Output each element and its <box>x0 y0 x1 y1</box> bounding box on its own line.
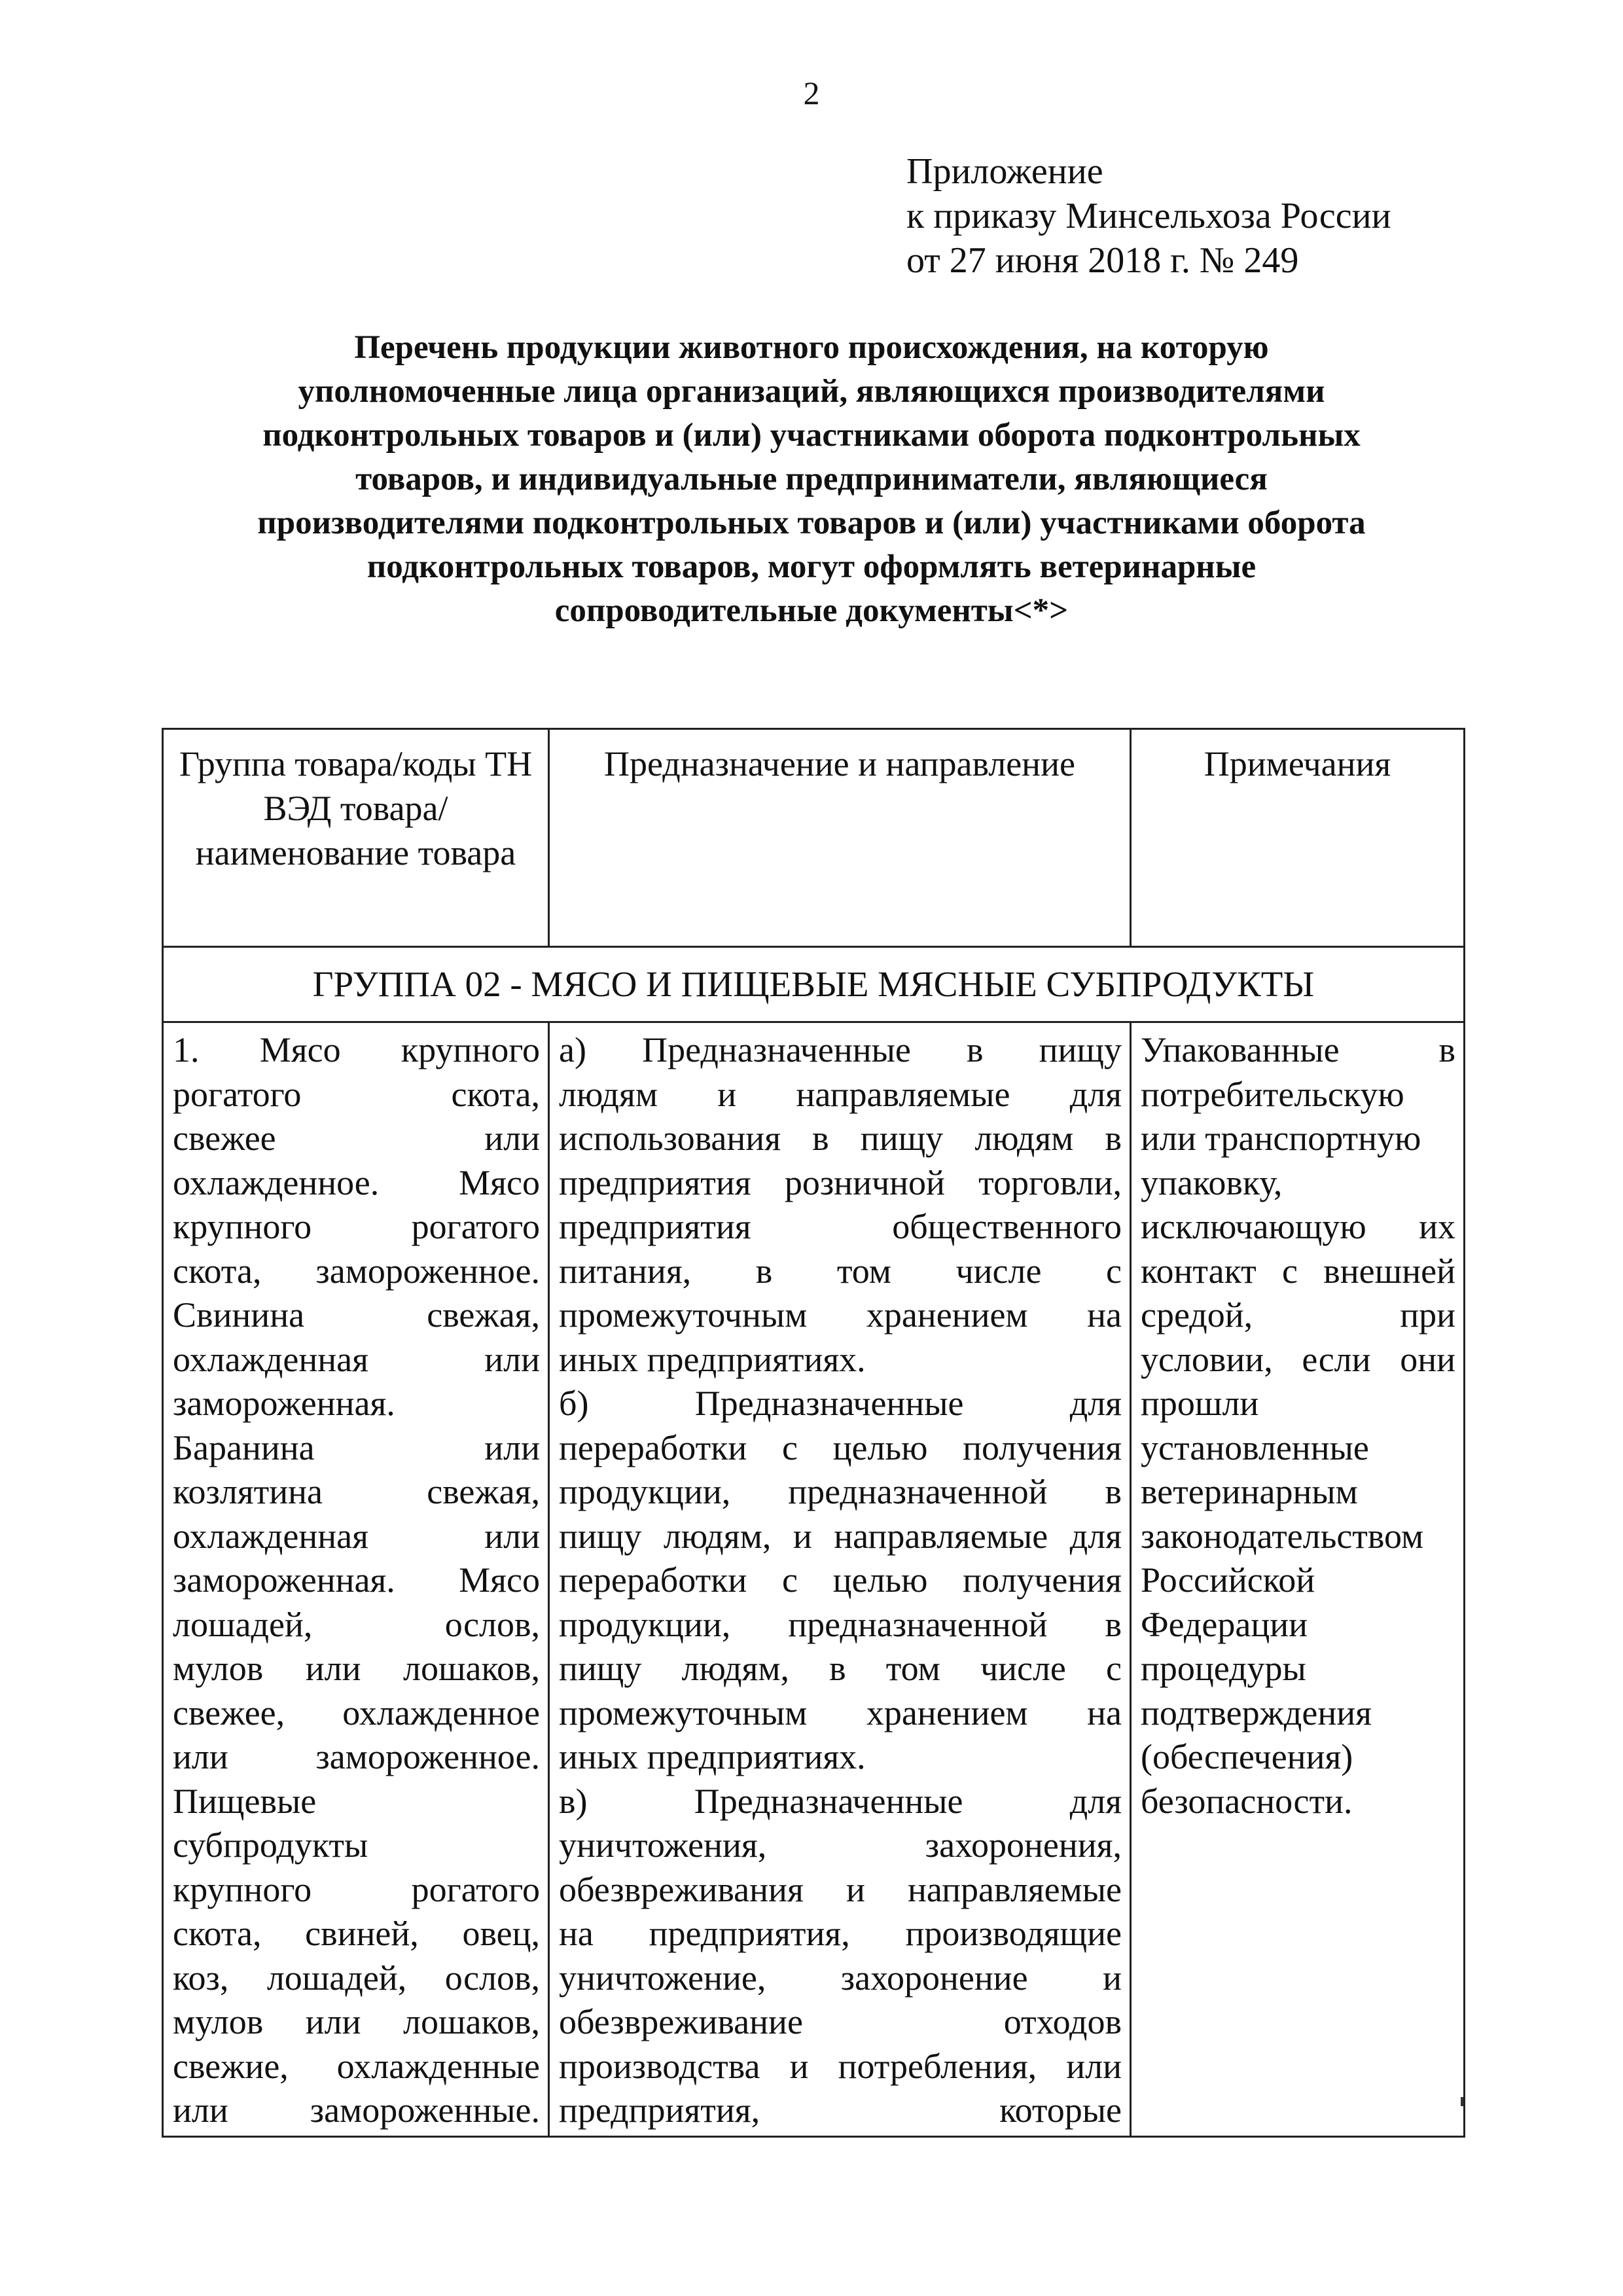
cell-line: предприятия общественного <box>559 1207 1122 1246</box>
cell-line: установленные <box>1141 1427 1369 1467</box>
cell-line: 1. Мясо крупного <box>173 1030 540 1069</box>
cell-line: козлятина свежая, <box>173 1472 540 1511</box>
header-product-group-label: Группа товара/коды ТН ВЭД товара/наименование товара <box>179 744 533 872</box>
title-line: производителями подконтрольных товаров и (или) участниками оборота <box>257 505 1366 541</box>
group-heading: ГРУППА 02 - МЯСО И ПИЩЕВЫЕ МЯСНЫЕ СУБПРОДУКТЫ <box>163 947 1465 1022</box>
cell-line: Баранина или <box>173 1427 540 1467</box>
table-row <box>163 1022 1465 2137</box>
cell-line: субпродукты <box>173 1825 368 1865</box>
cell-line: упаковку, <box>1141 1162 1283 1202</box>
cell-line: замороженная. <box>173 1384 395 1423</box>
cell-line: б) Предназначенные для <box>559 1384 1122 1423</box>
cell-line: охлажденная или <box>173 1516 540 1556</box>
cell-line: а) Предназначенные в пищу <box>559 1030 1122 1069</box>
cell-line: свежие, охлажденные <box>173 2046 540 2086</box>
appendix-line: от 27 июня 2018 г. № 249 <box>906 240 1299 281</box>
cell-line: крупного рогатого <box>173 1869 540 1909</box>
product-list-table <box>162 728 1465 2138</box>
cell-line: пищу людям, и направляемые для <box>559 1516 1122 1556</box>
header-purpose-label: Предназначение и направление <box>604 744 1075 783</box>
cell-line: контакт с внешней <box>1141 1251 1455 1291</box>
cell-line: исключающую их <box>1141 1207 1455 1246</box>
title-line: подконтрольных товаров и (или) участниками оборота подконтрольных <box>262 417 1361 454</box>
cell-line: уничтожения, захоронения, <box>559 1825 1122 1865</box>
cell-line: Свинина свежая, <box>173 1295 540 1335</box>
cell-line: безопасности. <box>1141 1781 1353 1821</box>
cell-line: продукции, предназначенной в <box>559 1472 1122 1511</box>
cell-line: питания, в том числе с <box>559 1251 1122 1291</box>
cell-line: средой, при <box>1141 1295 1455 1335</box>
cell-line: коз, лошадей, ослов, <box>173 1958 540 1998</box>
cell-line: Упакованные в <box>1141 1030 1455 1069</box>
cell-line: пищу людям, в том числе с <box>559 1649 1122 1688</box>
cell-line: промежуточным хранением на <box>559 1693 1122 1732</box>
cell-line: свежее или <box>173 1119 540 1158</box>
cell-line: обезвреживания и направляемые <box>559 1869 1122 1909</box>
product-cell <box>163 1022 549 2137</box>
cell-line: мулов или лошаков, <box>173 2002 540 2041</box>
cell-line: переработки с целью получения <box>559 1560 1122 1600</box>
title-line: Перечень продукции животного происхождения, на которую <box>354 329 1269 366</box>
cell-line: охлажденное. Мясо <box>173 1162 540 1202</box>
header-notes <box>1131 729 1465 947</box>
title-line: подконтрольных товаров, могут оформлять ветеринарные <box>366 548 1257 585</box>
appendix-line: к приказу Минсельхоза России <box>906 196 1391 236</box>
table-header-row <box>163 729 1465 947</box>
document-title <box>157 326 1466 633</box>
cell-line: потребительскую <box>1141 1074 1404 1114</box>
notes-cell <box>1131 1022 1465 2137</box>
cell-line: на предприятия, производящие <box>559 1914 1122 1953</box>
cell-line: замороженная. Мясо <box>173 1560 540 1600</box>
cell-line: (обеспечения) <box>1141 1737 1353 1776</box>
cell-line: предприятия розничной торговли, <box>559 1162 1122 1202</box>
cell-line: мулов или лошаков, <box>173 1649 540 1688</box>
cell-line: подтверждения <box>1141 1693 1372 1732</box>
title-line: товаров, и индивидуальные предприниматели, являющиеся <box>355 461 1268 497</box>
cell-line: или замороженные. <box>173 2090 540 2130</box>
cell-line: иных предприятиях. <box>559 1339 866 1379</box>
cell-line: обезвреживание отходов <box>559 2002 1122 2041</box>
cell-line: предприятия, которые <box>559 2090 1122 2130</box>
cell-line: производства и потребления, или <box>559 2046 1122 2086</box>
cell-line: переработки с целью получения <box>559 1427 1122 1467</box>
cell-line: продукции, предназначенной в <box>559 1604 1122 1644</box>
cell-line: промежуточным хранением на <box>559 1295 1122 1335</box>
cell-line: людям и направляемые для <box>559 1074 1122 1114</box>
cell-line: уничтожение, захоронение и <box>559 1958 1122 1998</box>
title-line: уполномоченные лица организаций, являющихся производителями <box>298 373 1325 410</box>
page-number: 2 <box>803 75 820 111</box>
cell-line: охлажденная или <box>173 1339 540 1379</box>
purpose-text <box>550 1028 1130 2133</box>
notes-text <box>1132 1028 1463 1823</box>
header-notes-label: Примечания <box>1204 744 1391 783</box>
cell-line: или транспортную <box>1141 1119 1421 1158</box>
cell-line: иных предприятиях. <box>559 1737 866 1776</box>
cell-line: законодательством <box>1141 1516 1424 1556</box>
cell-line: Федерации <box>1141 1604 1308 1644</box>
cell-line: условии, если они <box>1141 1339 1455 1379</box>
cell-line: в) Предназначенные для <box>559 1781 1122 1821</box>
appendix-reference <box>906 149 1391 283</box>
purpose-cell <box>549 1022 1131 2137</box>
appendix-line: Приложение <box>906 151 1103 192</box>
header-product-group <box>163 729 549 947</box>
cell-line: или замороженное. <box>173 1737 540 1776</box>
cell-line: лошадей, ослов, <box>173 1604 540 1644</box>
cell-line: рогатого скота, <box>173 1074 540 1114</box>
title-line: сопроводительные документы<*> <box>554 592 1069 629</box>
cell-line: крупного рогатого <box>173 1207 540 1246</box>
cell-line: скота, свиней, овец, <box>173 1914 540 1953</box>
cell-line: использования в пищу людям в <box>559 1119 1122 1158</box>
cell-line: Пищевые <box>173 1781 317 1821</box>
cell-line: ветеринарным <box>1141 1472 1358 1511</box>
scan-mark <box>1461 2097 1463 2106</box>
cell-line: скота, замороженное. <box>173 1251 540 1291</box>
group-heading-row <box>163 947 1465 1022</box>
product-text <box>164 1028 548 2133</box>
cell-line: прошли <box>1141 1384 1259 1423</box>
cell-line: свежее, охлажденное <box>173 1693 540 1732</box>
cell-line: Российской <box>1141 1560 1315 1600</box>
header-purpose <box>549 729 1131 947</box>
cell-line: процедуры <box>1141 1649 1306 1688</box>
